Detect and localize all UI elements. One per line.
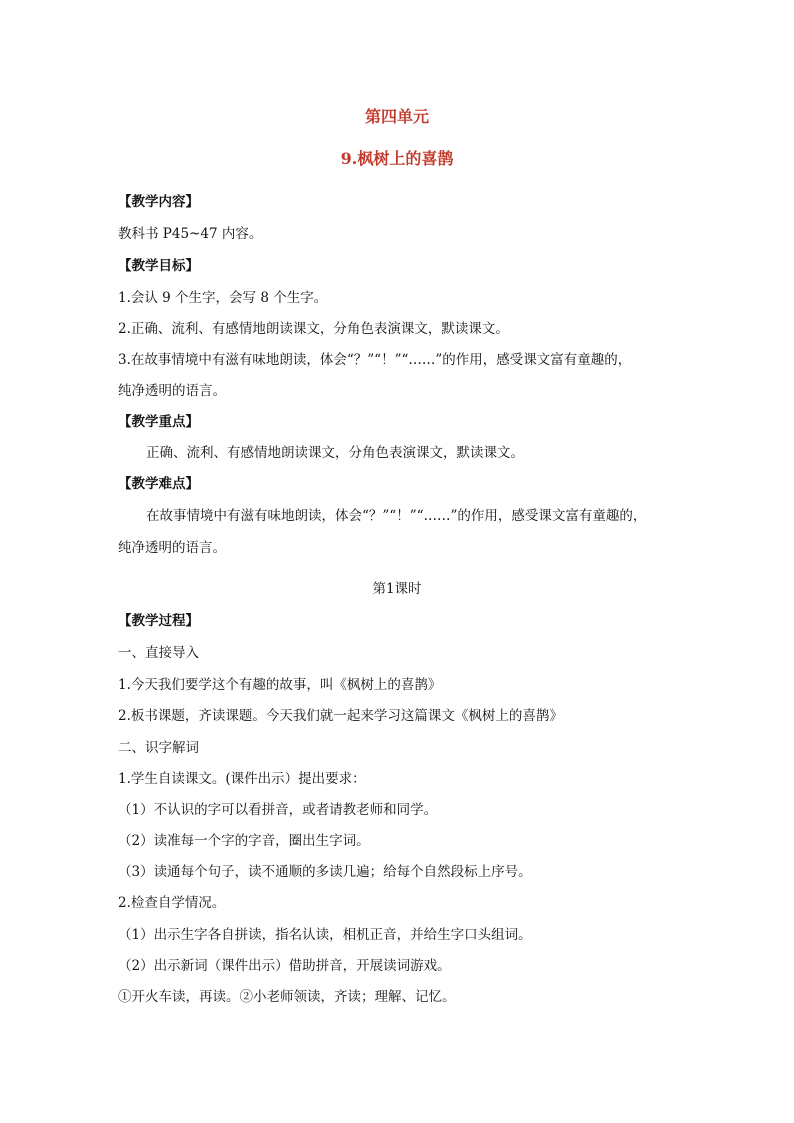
process-line: 一、直接导入 (118, 645, 199, 661)
process-line: 1.今天我们要学这个有趣的故事，叫《枫树上的喜鹊》 (118, 677, 442, 693)
difficulty-header: 【教学难点】 (118, 476, 199, 492)
unit-title: 第四单元 (364, 107, 429, 126)
lesson-period: 第1课时 (372, 581, 422, 597)
process-header: 【教学过程】 (118, 613, 199, 629)
process-line: 1.学生自读课文。(课件出示）提出要求： (118, 771, 366, 787)
content-text: 教科书 P45~47 内容。 (118, 226, 263, 242)
goal-line: 3.在故事情境中有滋有味地朗读，体会“？”“！”“……”的作用，感受课文富有童趣的， (118, 352, 632, 368)
difficulty-line: 纯净透明的语言。 (118, 540, 226, 556)
process-line: （2）出示新词（课件出示）借助拼音，开展读词游戏。 (118, 958, 451, 974)
process-line: （1）出示生字各自拼读，指名认读，相机正音，并给生字口头组词。 (118, 927, 532, 943)
goals-header: 【教学目标】 (118, 258, 199, 274)
process-line: 2.检查自学情况。 (118, 895, 226, 911)
process-line: 2.板书课题，齐读课题。今天我们就一起来学习这篇课文《枫树上的喜鹊》 (118, 708, 563, 724)
difficulty-line: 在故事情境中有滋有味地朗读，体会“？”“！”“……”的作用，感受课文富有童趣的， (146, 508, 647, 524)
process-line: ①开火车读，再读。②小老师领读，齐读；理解、记忆。 (118, 989, 456, 1005)
lesson-title: 9.枫树上的喜鹊 (340, 149, 454, 168)
key-text: 正确、流利、有感情地朗读课文，分角色表演课文，默读课文。 (146, 445, 524, 461)
process-line: （3）读通每个句子，读不通顺的多读几遍；给每个自然段标上序号。 (118, 864, 532, 880)
goal-line: 纯净透明的语言。 (118, 383, 226, 399)
content-header: 【教学内容】 (118, 194, 199, 210)
goal-line: 1.会认 9 个生字，会写 8 个生字。 (118, 290, 328, 306)
goal-line: 2.正确、流利、有感情地朗读课文，分角色表演课文，默读课文。 (118, 321, 509, 337)
process-line: 二、识字解词 (118, 740, 199, 756)
process-line: （1）不认识的字可以看拼音，或者请教老师和同学。 (118, 802, 438, 818)
key-header: 【教学重点】 (118, 414, 199, 430)
process-line: （2）读准每一个字的字音，圈出生字词。 (118, 833, 370, 849)
